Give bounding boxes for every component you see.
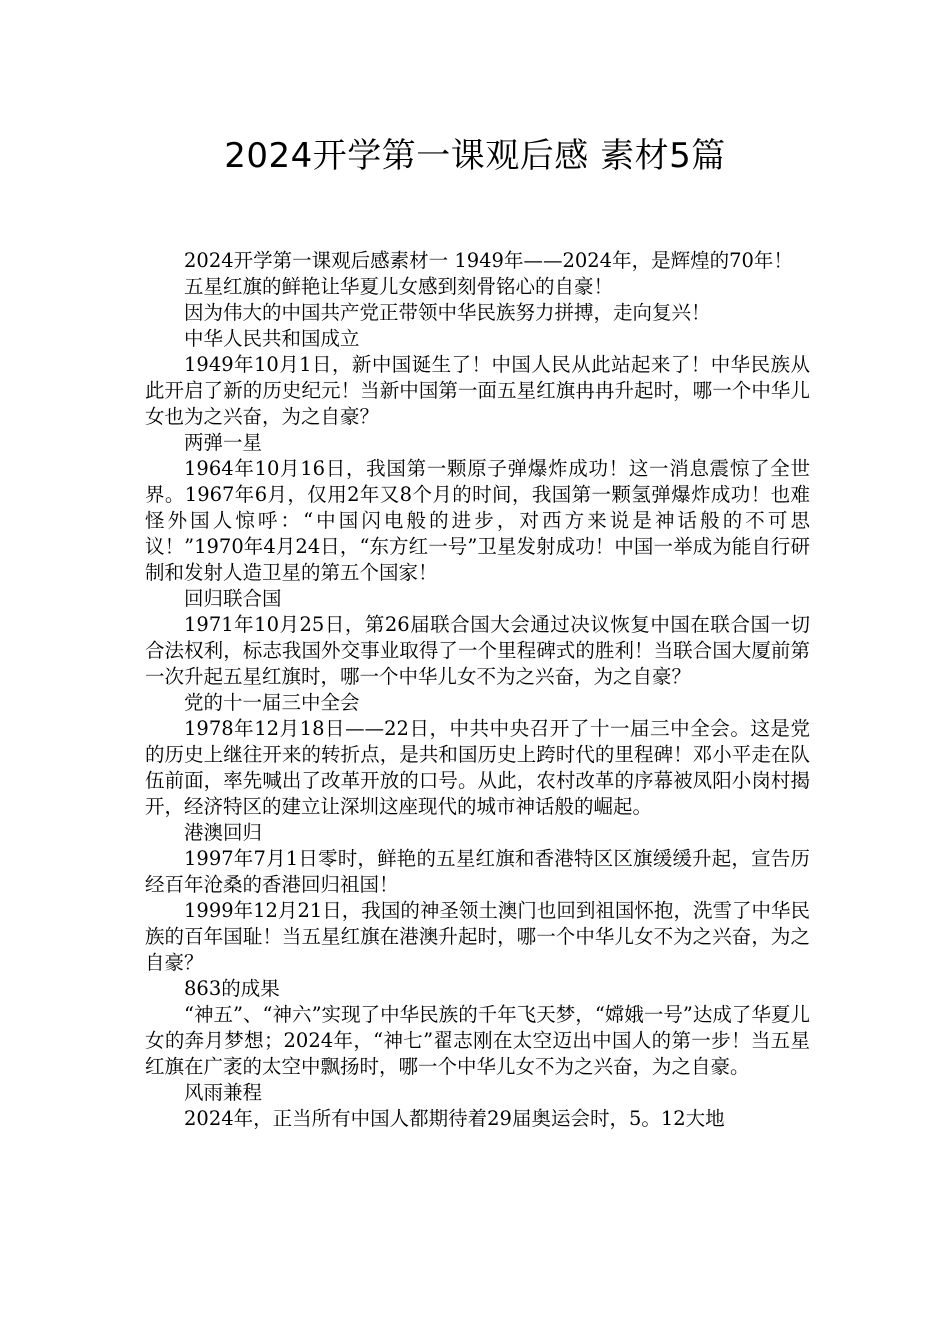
section-heading: 回归联合国 (184, 587, 282, 610)
document-title: 2024开学第一课观后感 素材5篇 (224, 136, 726, 176)
paragraph: 2024开学第一课观后感素材一 1949年——2024年，是辉煌的70年！ (184, 249, 793, 272)
paragraph: 1949年10月1日，新中国诞生了！中国人民从此站起来了！中华民族从此开启了新的历史纪元！当新中国第一面五星红旗冉冉升起时，哪一个中华儿女也为之兴奋，为之自豪？ (145, 353, 810, 428)
section-heading: 党的十一届三中全会 (184, 691, 360, 714)
paragraph: 1999年12月21日，我国的神圣领土澳门也回到祖国怀抱，洗雪了中华民族的百年国耻！当五星红旗在港澳升起时，哪一个中华儿女不为之兴奋，为之自豪？ (145, 899, 810, 974)
paragraph: 1997年7月1日零时，鲜艳的五星红旗和香港特区区旗缓缓升起，宣告历经百年沧桑的香港回归祖国！ (145, 847, 810, 896)
paragraph: “神五”、“神六”实现了中华民族的千年飞天梦，“嫦娥一号”达成了华夏儿女的奔月梦想；2024年，“神七”翟志刚在太空迈出中国人的第一步！当五星红旗在广袤的太空中飘扬时，哪一个中华儿女不为之兴奋，为之自豪。 (145, 1003, 810, 1078)
paragraph: 因为伟大的中国共产党正带领中华民族努力拼搏，走向复兴！ (184, 301, 711, 324)
paragraph: 1964年10月16日，我国第一颗原子弹爆炸成功！这一消息震惊了全世界。1967年6月，仅用2年又8个月的时间，我国第一颗氢弹爆炸成功！也难怪外国人惊呼：“中国闪电般的进步，对西方来说是神话般的不可思议！”1970年4月24日，“东方红一号”卫星发射成功！中国一举成为能自行研制和发射人造卫星的第五个国家！ (145, 457, 810, 584)
section-heading: 863的成果 (184, 977, 280, 1000)
paragraph: 2024年，正当所有中国人都期待着29届奥运会时，5。12大地 (184, 1107, 725, 1130)
section-heading: 两弹一星 (184, 431, 263, 454)
document-body (145, 248, 810, 1132)
section-heading: 中华人民共和国成立 (184, 327, 360, 350)
paragraph: 1971年10月25日，第26届联合国大会通过决议恢复中国在联合国一切合法权利，标志我国外交事业取得了一个里程碑式的胜利！当联合国大厦前第一次升起五星红旗时，哪一个中华儿女不为之兴奋，为之自豪？ (145, 613, 810, 688)
paragraph: 1978年12月18日——22日，中共中央召开了十一届三中全会。这是党的历史上继往开来的转折点，是共和国历史上跨时代的里程碑！邓小平走在队伍前面，率先喊出了改革开放的口号。从此，农村改革的序幕被凤阳小岗村揭开，经济特区的建立让深圳这座现代的城市神话般的崛起。 (145, 717, 810, 818)
section-heading: 风雨兼程 (184, 1081, 263, 1104)
section-heading: 港澳回归 (184, 821, 263, 844)
paragraph: 五星红旗的鲜艳让华夏儿女感到刻骨铭心的自豪！ (184, 275, 614, 298)
